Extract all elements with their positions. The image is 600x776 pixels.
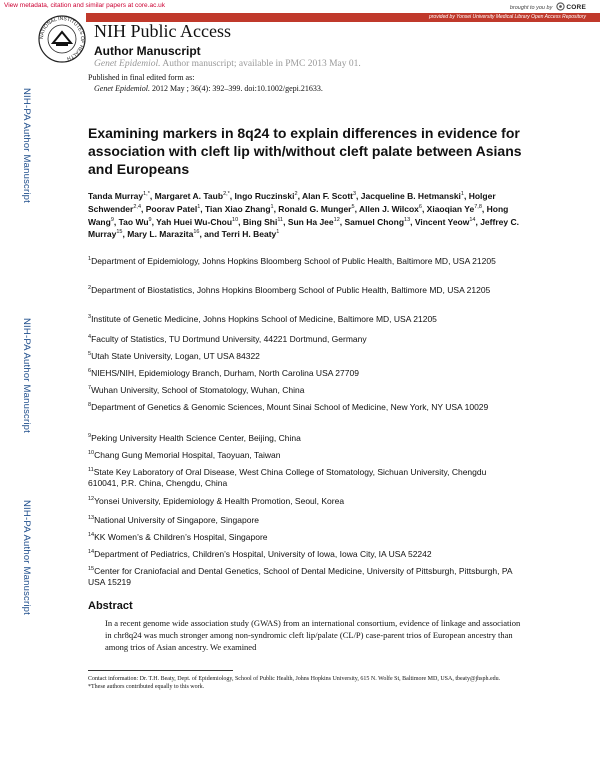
sidebar-label-3: NIH-PA Author Manuscript	[21, 500, 32, 615]
affiliation-text: State Key Laboratory of Oral Disease, West China College of Stomatology, Sichuan University, Chengdu 610041, P.R. China, Chengdu, China	[88, 466, 487, 489]
affiliation-text: Peking University Health Science Center, Beijing, China	[91, 432, 301, 443]
affiliation-item	[88, 448, 518, 461]
citation-journal: Genet Epidemiol.	[94, 84, 150, 93]
core-metadata-link[interactable]: View metadata, citation and similar papers at core.ac.uk	[4, 2, 166, 9]
affiliation-number: 13	[88, 515, 95, 521]
affiliation-text: Department of Epidemiology, Johns Hopkins Bloomberg School of Public Health, Baltimore MD, USA 21205	[91, 255, 496, 266]
abstract-text: In a recent genome wide association study (GWAS) from an international consortium, evidence of linkage and association in chr8q24 was much stronger among non-syndromic cleft lip/palate (CL/P) case-parent trios of European ancestry than among trios of Asian ancestry. We examined	[105, 618, 521, 652]
author-manuscript-label: Author Manuscript	[94, 44, 201, 58]
affiliation-item	[88, 283, 518, 296]
affiliation-number: 1	[88, 256, 92, 262]
core-brand: CORE	[566, 4, 586, 11]
affiliation-number: 2	[88, 285, 92, 291]
affiliation-text: Center for Craniofacial and Dental Genetics, School of Dental Medicine, University of Pittsburgh, Pittsburgh, PA USA 15219	[88, 565, 513, 588]
affiliation-item	[88, 494, 518, 507]
affiliation-text: Institute of Genetic Medicine, Johns Hopkins School of Medicine, Baltimore MD, USA 21205	[91, 313, 437, 324]
availability-line	[94, 59, 361, 69]
affiliation-item	[88, 349, 518, 362]
abstract-heading: Abstract	[88, 600, 133, 612]
affiliation-text: Faculty of Statistics, TU Dortmund University, 44221 Dortmund, Germany	[91, 333, 367, 344]
affiliation-text: Wuhan University, School of Stomatology, Wuhan, China	[91, 384, 305, 395]
provider-text: provided by Yonsei University Medical Library Open Access Repository	[428, 14, 586, 20]
affiliation-number: 10	[88, 450, 95, 456]
nih-header	[88, 22, 520, 70]
nih-seal-icon	[37, 14, 87, 64]
affiliation-text: Yonsei University, Epidemiology & Health Promotion, Seoul, Korea	[94, 495, 345, 506]
equal-contribution-footnote: *These authors contributed equally to this work.	[88, 684, 205, 690]
affiliation-item	[88, 513, 518, 526]
affiliation-number: 15	[88, 566, 95, 572]
affiliation-item	[88, 254, 518, 267]
affiliation-item	[88, 530, 518, 543]
affiliation-text: Utah State University, Logan, UT USA 84322	[91, 350, 260, 361]
affiliation-item	[88, 400, 518, 413]
footnote-rule	[88, 670, 233, 671]
affiliation-number: 14	[88, 549, 95, 555]
footnotes	[88, 675, 518, 691]
sidebar-label-2: NIH-PA Author Manuscript	[21, 318, 32, 433]
article-title: Examining markers in 8q24 to explain differences in evidence for association with cleft lip with/without cleft palate between Asians and Europeans	[88, 125, 522, 177]
affiliation-number: 7	[88, 385, 92, 391]
affiliation-text: Chang Gung Memorial Hospital, Taoyuan, Taiwan	[94, 449, 281, 460]
affiliation-item	[88, 332, 518, 345]
sidebar-label-1: NIH-PA Author Manuscript	[21, 88, 32, 203]
affiliation-number: 8	[88, 402, 92, 408]
availability-rest: Author manuscript; available in PMC 2013 May 01.	[160, 59, 361, 69]
affiliation-text: Department of Biostatistics, Johns Hopkins Bloomberg School of Public Health, Baltimore MD, USA 21205	[91, 284, 491, 295]
published-in-line: Published in final edited form as:	[88, 73, 195, 82]
core-logo-icon	[556, 2, 565, 11]
affiliation-text: KK Women’s & Children’s Hospital, Singapore	[94, 531, 268, 542]
brought-by-text: brought to you by	[509, 5, 553, 11]
citation-details: 2012 May ; 36(4): 392–399. doi:10.1002/gepi.21633.	[149, 84, 323, 93]
affiliation-number: 3	[88, 314, 92, 320]
affiliation-number: 12	[88, 496, 95, 502]
author-list: Tanda Murray$^{1,*}$, Margaret A. Taub$^{2,*}$, Ingo Ruczinski$^2$, Alan F. Scott$^3$, Jacqueline B. Hetmanski$^1$, Holger Schwender$^{2,4}$, Poorav Patel$^1$, Tian Xiao Zhang$^1$, Ronald G. Munger$^5$, Allen J. Wilcox$^6$, Xiaoqian Ye$^{7,8}$, Hong Wang$^9$, Tao Wu$^9$, Yah Huei Wu-Chou$^{10}$, Bing Shi$^{11}$, Sun Ha Jee$^{12}$, Samuel Chong$^{13}$, Vincent Yeow$^{14}$, Jeffrey C. Murray$^{15}$, Mary L. Marazita$^{16}$, and Terri H. Beaty$^1$	[88, 190, 519, 240]
affiliation-number: 5	[88, 351, 92, 357]
top-bar	[0, 0, 600, 12]
affiliation-item	[88, 547, 518, 560]
affiliation-number: 4	[88, 334, 92, 340]
affiliation-item	[88, 383, 518, 396]
affiliation-text: National University of Singapore, Singapore	[94, 514, 260, 525]
affiliation-item	[88, 312, 518, 325]
affiliation-item	[88, 431, 518, 444]
affiliation-item	[88, 465, 518, 490]
affiliation-item	[88, 564, 518, 589]
affiliation-number: 9	[88, 433, 92, 439]
affiliation-number: 14	[88, 532, 95, 538]
affiliation-item	[88, 366, 518, 379]
seal-text: NATIONAL INSTITUTES OF HEALTH	[38, 15, 86, 62]
brought-by	[510, 2, 586, 11]
availability-journal: Genet Epidemiol.	[94, 59, 161, 69]
affiliation-text: Department of Genetics & Genomic Sciences, Mount Sinai School of Medicine, New York, NY USA 10029	[91, 401, 489, 412]
nih-public-access-title: NIH Public Access	[94, 21, 231, 41]
affiliation-text: NIEHS/NIH, Epidemiology Branch, Durham, North Carolina USA 27709	[91, 367, 359, 378]
contact-footnote: Contact information: Dr. T.H. Beaty, Dept. of Epidemiology, School of Public Health, Johns Hopkins University, 615 N. Wolfe St, Baltimore MD, USA, tbeaty@jhsph.edu.	[88, 676, 501, 682]
affiliation-number: 6	[88, 368, 92, 374]
affiliation-number: 11	[88, 467, 94, 473]
citation-line	[94, 84, 323, 93]
affiliation-text: Department of Pediatrics, Children’s Hospital, University of Iowa, Iowa City, IA USA 52242	[94, 548, 432, 559]
